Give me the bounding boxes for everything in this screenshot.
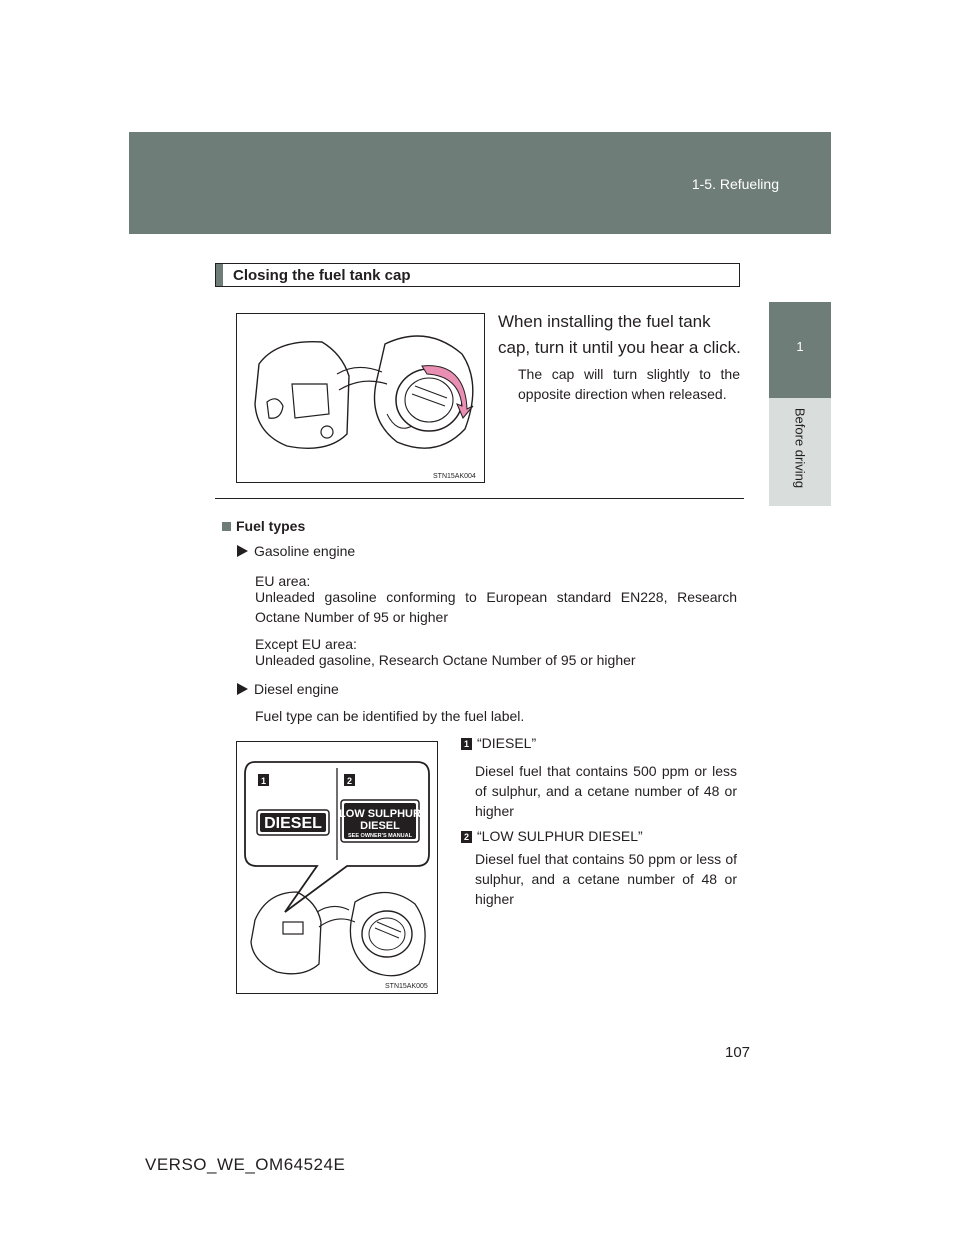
callout-1-number: 1 [461, 738, 472, 750]
heading-marker [216, 264, 223, 286]
closing-heading-box [215, 263, 740, 287]
non-eu-area-text: Unleaded gasoline, Research Octane Number of 95 or higher [255, 652, 636, 668]
non-eu-area-label: Except EU area: [255, 636, 357, 652]
chapter-number: 1 [796, 339, 804, 354]
square-bullet-icon [222, 522, 231, 531]
chapter-label-tab [769, 398, 831, 506]
eu-area-text: Unleaded gasoline conforming to European standard EN228, Research Octane Number of 95 or higher [255, 589, 737, 625]
closing-heading: Closing the fuel tank cap [233, 267, 411, 284]
gasoline-engine-title: Gasoline engine [254, 543, 356, 559]
section-divider [215, 498, 744, 499]
diesel-engine-title: Diesel engine [254, 681, 339, 697]
closing-note: The cap will turn slightly to the opposite direction when released. [518, 366, 740, 402]
fuel-cap-illustration [236, 313, 485, 483]
chapter-tab [769, 302, 831, 398]
page-number: 107 [725, 1044, 751, 1061]
chapter-label: Before driving [792, 407, 808, 489]
low-sulphur-label-line2: DIESEL [360, 820, 400, 832]
header-bar [129, 132, 831, 234]
eu-area-label: EU area: [255, 573, 311, 589]
callout-2-description: Diesel fuel that contains 50 ppm or less of sulphur, and a cetane number of 48 or higher [475, 851, 737, 907]
section-title: 1-5. Refueling [691, 176, 779, 192]
triangle-bullet-icon [237, 545, 248, 557]
triangle-bullet-icon [237, 683, 248, 695]
gasoline-engine-item [237, 543, 355, 559]
fuel-cap-drawing [237, 314, 485, 483]
diesel-label-text: DIESEL [264, 815, 322, 832]
callout-2 [461, 828, 643, 844]
fuel-types-heading-text: Fuel types [236, 518, 306, 534]
figure-code: STN15AK004 [433, 473, 476, 480]
figure-code: STN15AK005 [385, 983, 428, 990]
callout-1 [461, 735, 536, 751]
callout-1-title: “DIESEL” [477, 735, 537, 751]
low-sulphur-label-line3: SEE OWNER'S MANUAL [348, 833, 412, 839]
fuel-types-heading [222, 518, 305, 534]
callout-1-description: Diesel fuel that contains 500 ppm or less of sulphur, and a cetane number of 48 or higher [475, 763, 737, 819]
diesel-intro: Fuel type can be identified by the fuel label. [255, 708, 525, 724]
callout-2-title: “LOW SULPHUR DIESEL” [477, 828, 643, 844]
document-code: VERSO_WE_OM64524E [145, 1155, 346, 1174]
diesel-engine-item [237, 681, 339, 697]
callout-2-number: 2 [461, 831, 472, 843]
fuel-label-drawing [237, 742, 438, 994]
closing-instruction: When installing the fuel tank cap, turn it until you hear a click. [498, 312, 741, 357]
low-sulphur-label-line1: LOW SULPHUR [339, 808, 421, 820]
svg-text:2: 2 [346, 776, 353, 786]
fuel-label-illustration [236, 741, 438, 994]
svg-text:1: 1 [260, 776, 267, 786]
